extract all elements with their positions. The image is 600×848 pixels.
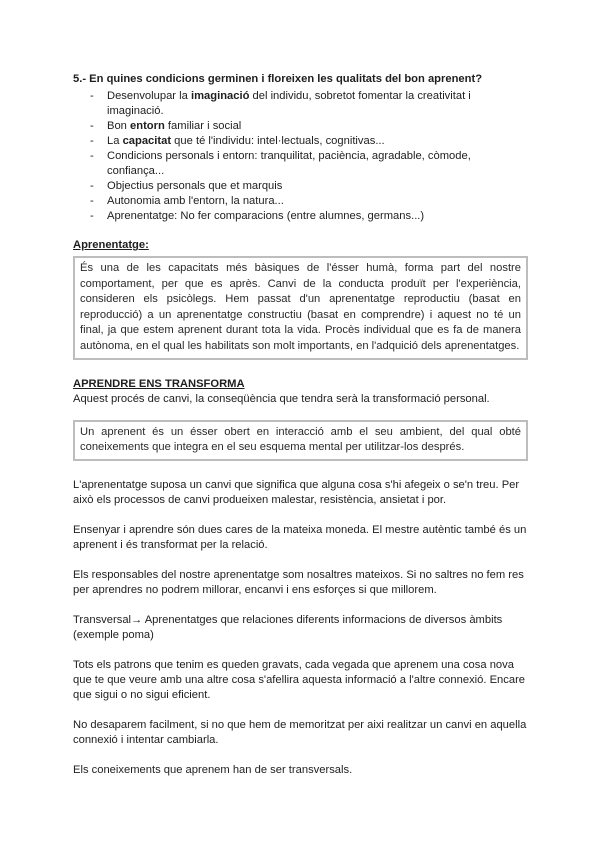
document-page bbox=[73, 72, 528, 778]
list-item-text: Condicions personals i entorn: tranquilitat, paciència, agradable, còmode, confiança... bbox=[107, 150, 471, 177]
transforma-intro: Aquest procés de canvi, la conseqüència que tendra serà la transformació personal. bbox=[73, 393, 490, 405]
list-item-text: que té l'individu: intel·lectuals, cognitivas... bbox=[171, 135, 385, 147]
paragraph: Tots els patrons que tenim es queden gravats, cada vegada que aprenem una cosa nova que te que veure amb una altre cosa s'afellira aquesta informació a l'altre connexió. Encare que sigui o no sigui eficient. bbox=[73, 659, 526, 701]
list-dash: - bbox=[90, 180, 94, 192]
list-dash: - bbox=[90, 150, 94, 162]
list-item bbox=[73, 89, 528, 119]
conditions-list bbox=[73, 89, 528, 224]
aprenent-definition-text: Un aprenent és un ésser obert en interacció amb el seu ambient, del qual obté coneixements que integra en el seu esquema mental per utilitzar-los després. bbox=[80, 426, 521, 453]
list-dash: - bbox=[90, 120, 94, 132]
aprenentatge-definition-box bbox=[73, 256, 528, 360]
list-dash: - bbox=[90, 210, 94, 222]
list-item bbox=[73, 119, 528, 134]
paragraph: Els coneixements que aprenem han de ser transversals. bbox=[73, 764, 353, 776]
paragraph: L'aprenentatge suposa un canvi que significa que alguna cosa s'hi afegeix o se'n treu. Per això els processos de canvi produeixen malestar, resistència, ansietat i por. bbox=[73, 479, 520, 506]
aprenentatge-title: Aprenentatge: bbox=[73, 239, 149, 251]
paragraph: Transversal→ Aprenentatges que relaciones diferents informacions de diversos àmbits (exemple poma) bbox=[73, 614, 503, 641]
list-item bbox=[73, 134, 528, 149]
list-item-text: Bon bbox=[107, 120, 131, 132]
question-heading: 5.- En quines condicions germinen i floreixen les qualitats del bon aprenent? bbox=[73, 73, 483, 85]
list-item bbox=[73, 149, 528, 179]
list-item-text: Objectius personals que et marquis bbox=[107, 180, 283, 192]
list-dash: - bbox=[90, 135, 94, 147]
transforma-title: APRENDRE ENS TRANSFORMA bbox=[73, 378, 245, 390]
list-item-emphasis: entorn bbox=[130, 120, 165, 132]
paragraph: Ensenyar i aprendre són dues cares de la mateixa moneda. El mestre autèntic també és un aprenent i és transformat per la relació. bbox=[73, 524, 527, 551]
list-item-text: Aprenentatge: No fer comparacions (entre alumnes, germans...) bbox=[107, 210, 425, 222]
list-item-text: del individu, sobretot fomentar la creativitat i imaginació. bbox=[107, 90, 471, 117]
list-item-emphasis: imaginació bbox=[190, 90, 250, 102]
list-item-text: familiar i social bbox=[164, 120, 242, 132]
paragraph: Els responsables del nostre aprenentatge som nosaltres mateixos. Si no saltres no fem res per aprendres no podrem millorar, encanvi i ens esforçes si que millorem. bbox=[73, 569, 524, 596]
list-item bbox=[73, 179, 528, 194]
paragraph: No desaparem facilment, si no que hem de memoritzat per aixi realitzar un canvi en aquella connexió i intentar cambiarla. bbox=[73, 719, 527, 746]
list-item-text: La bbox=[107, 135, 123, 147]
aprenentatge-definition-text: És una de les capacitats més bàsiques de l'ésser humà, forma part del nostre comportament, per que es après. Canvi de la conducta produït per l'experiència, consideren els psicòlegs. Hem passat d'un aprenentatge reproductiu (basat en reproducció) a un aprenentatge constructiu (basat en comprendre) i aquest no té un final, ja que estem aprenent durant tota la vida. Procès individual que es fa de manera autònoma, en el qual les habilitats son molt importants, en l'adquició dels aprenentatges. bbox=[80, 262, 521, 352]
list-dash: - bbox=[90, 90, 94, 102]
list-item bbox=[73, 209, 528, 224]
list-item-text: Autonomia amb l'entorn, la natura... bbox=[107, 195, 284, 207]
list-item-emphasis: capacitat bbox=[122, 135, 172, 147]
aprenent-definition-box bbox=[73, 420, 528, 461]
list-dash: - bbox=[90, 195, 94, 207]
list-item-text: Desenvolupar la bbox=[107, 90, 191, 102]
list-item bbox=[73, 194, 528, 209]
